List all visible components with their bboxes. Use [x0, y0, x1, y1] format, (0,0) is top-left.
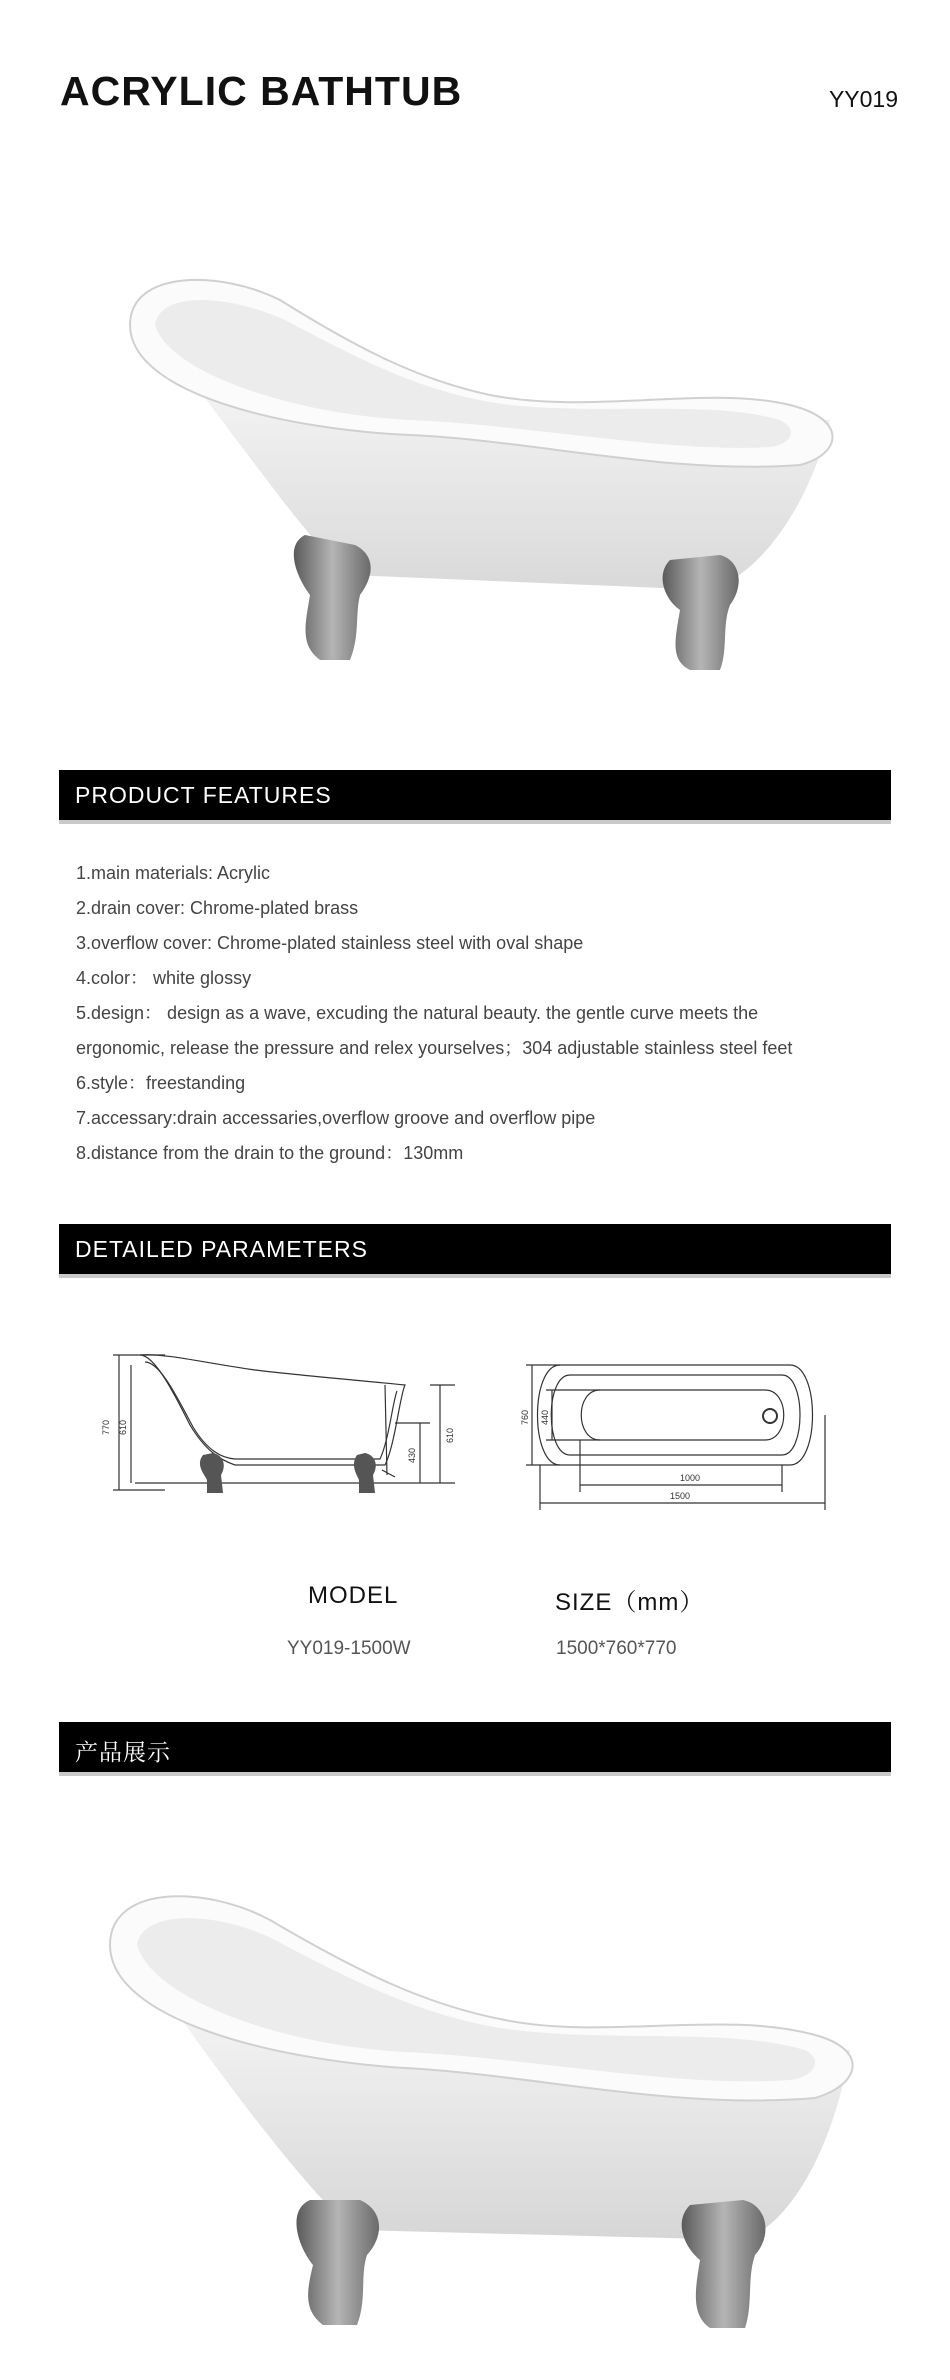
dim-610: 610: [118, 1419, 128, 1435]
dim-430: 430: [407, 1447, 417, 1463]
model-value: YY019-1500W: [287, 1638, 411, 1659]
dim-1500: 1500: [670, 1491, 691, 1501]
dim-770: 770: [101, 1419, 111, 1435]
dim-610-right: 610: [445, 1427, 455, 1443]
feature-item: 7.accessary:drain accessaries,overflow groove and overflow pipe: [76, 1108, 596, 1128]
model-code: YY019: [828, 86, 898, 112]
feature-item: 6.style：freestanding: [76, 1073, 246, 1093]
section-title: DETAILED PARAMETERS: [75, 1236, 368, 1262]
section-title: PRODUCT FEATURES: [75, 782, 332, 808]
bathtub-image-top: [110, 255, 850, 675]
section-header-display: [59, 1722, 891, 1772]
section-header-features: [59, 770, 891, 820]
model-label: MODEL: [308, 1582, 399, 1609]
size-label: SIZE（mm）: [555, 1589, 705, 1616]
dim-1000: 1000: [680, 1473, 701, 1483]
feature-item: ergonomic, release the pressure and relex yourselves；304 adjustable stainless steel feet: [76, 1038, 793, 1058]
dim-760: 760: [520, 1409, 530, 1425]
feature-item: 8.distance from the drain to the ground：130mm: [76, 1143, 464, 1163]
size-value: 1500*760*770: [556, 1638, 677, 1659]
features-list: [76, 856, 876, 1171]
feature-item: 5.design： design as a wave, excuding the natural beauty. the gentle curve meets the: [76, 1003, 759, 1023]
feature-item: 1.main materials: Acrylic: [76, 863, 271, 883]
feature-item: 4.color： white glossy: [76, 968, 252, 988]
feature-item: 3.overflow cover: Chrome-plated stainless steel with oval shape: [76, 933, 584, 953]
section-title: 产品展示: [75, 1739, 171, 1765]
bathtub-image-bottom: [95, 1870, 865, 2340]
top-view-drawing: [520, 1340, 850, 1530]
feature-item: 2.drain cover: Chrome-plated brass: [76, 898, 359, 918]
section-header-parameters: [59, 1224, 891, 1274]
dim-440: 440: [540, 1409, 550, 1425]
side-view-drawing: [95, 1335, 475, 1505]
page-title: ACRYLIC BATHTUB: [60, 68, 463, 114]
